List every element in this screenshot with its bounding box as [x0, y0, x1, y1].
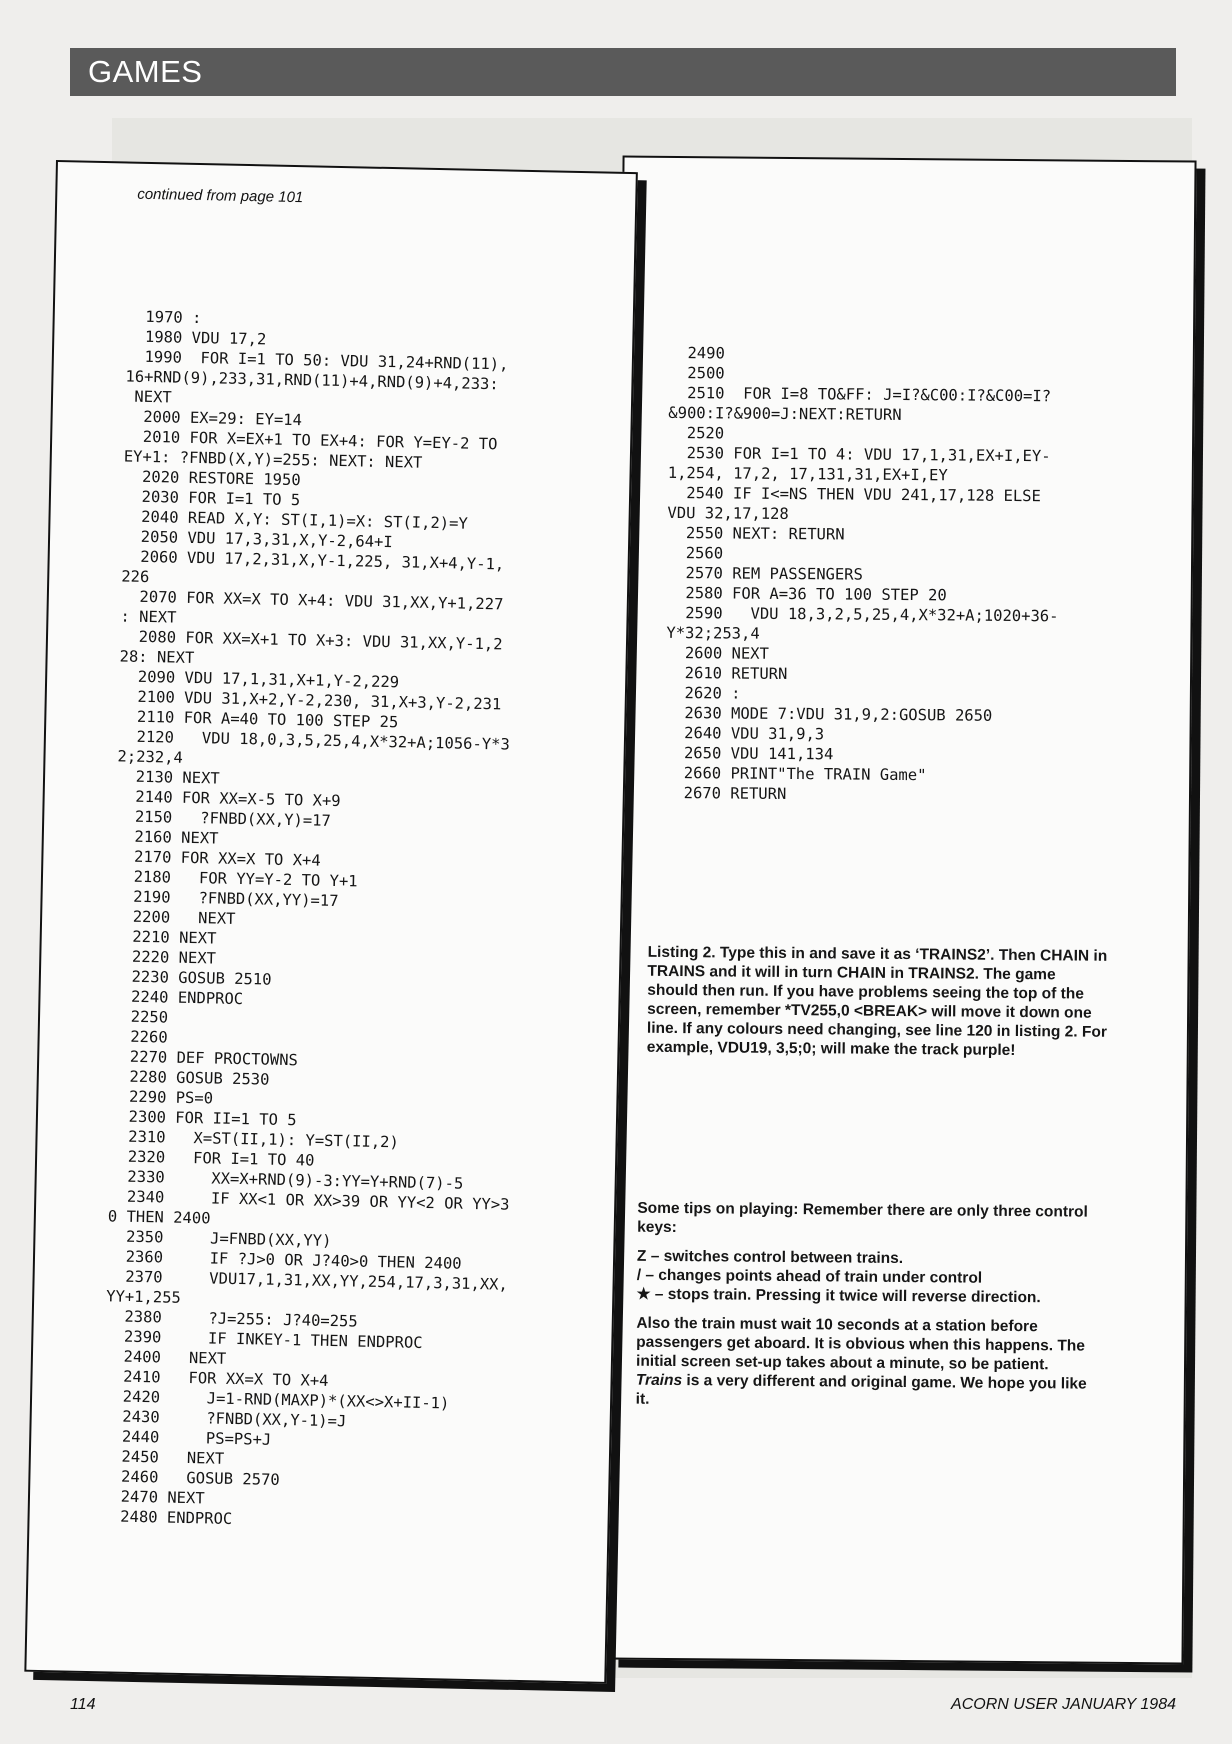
tip-key-z: Z – switches control between trains. [636, 1247, 904, 1268]
tips-outro-part1: Also the train must wait 10 seconds at a station before passengers get aboard. It is obvious when this happens. The initial screen set-up takes about a minute, so be patient. [635, 1314, 1086, 1374]
listing-caption: Listing 2. Type this in and save it as ‘TRAINS2’. Then CHAIN in TRAINS and it will in turn CHAIN in TRAINS2. The game should then run. If you have problems seeing the top of the screen, remember *TV255,0 <BREAK> will move it down one line. If any colours need changing, see line 120 in listing 2. For example, VDU19, 3,5;0; will make the track purple! [646, 943, 1108, 1059]
listing-panel-right [609, 156, 1196, 1665]
section-header-bar [70, 48, 1176, 96]
section-title: GAMES [88, 54, 203, 89]
tips-game-name: Trains [635, 1371, 683, 1390]
tip-key-star: ★ – stops train. Pressing it twice will reverse direction. [636, 1285, 1041, 1307]
tips-outro-part2: is a very different and original game. We hope you like it. [635, 1372, 1087, 1408]
code-listing-left: 1970 : 1980 VDU 17,2 1990 FOR I=1 TO 50: VDU 31,24+RND(11), 16+RND(9),233,31,RND(11)+4,RND(9)+4,233: NEXT 2000 EX=29: EY=14 2010 FOR X=EX+1 TO EX+4: FOR Y=EY-2 TO EY+1: ?FNBD(X,Y)=255: NEXT: NEXT 2020 RESTORE 1950 2030 FOR I=1 TO 5 2040 READ X,Y: ST(I,1)=X: ST(I,2)=Y 2050 VDU 17,3,31,X,Y-2,64+I 2060 VDU 17,2,31,X,Y-1,225, 31,X+4,Y-1, 226 2070 FOR XX=X TO X+4: VDU 31,XX,Y+1,227 : NEXT 2080 FOR XX=X+1 TO X+3: VDU 31,XX,Y-1,2 28: NEXT 2090 VDU 17,1,31,X+1,Y-2,229 2100 VDU 31,X+2,Y-2,230, 31,X+3,Y-2,231 2110 FOR A=40 TO 100 STEP 25 2120 VDU 18,0,3,5,25,4,X*32+A;1056-Y*3 2;232,4 2130 NEXT 2140 FOR XX=X-5 TO X+9 2150 ?FNBD(XX,Y)=17 2160 NEXT 2170 FOR XX=X TO X+4 2180 FOR YY=Y-2 TO Y+1 2190 ?FNBD(XX,YY)=17 2200 NEXT 2210 NEXT 2220 NEXT 2230 GOSUB 2510 2240 ENDPROC 2250 2260 2270 DEF PROCTOWNS 2280 GOSUB 2530 2290 PS=0 2300 FOR II=1 TO 5 2310 X=ST(II,1): Y=ST(II,2) 2320 FOR I=1 TO 40 2330 XX=X+RND(9)-3:YY=Y+RND(7)-5 2340 IF XX<1 OR XX>39 OR YY<2 OR YY>3 0 THEN 2400 2350 J=FNBD(XX,YY) 2360 IF ?J>0 OR J?40>0 THEN 2400 2370 VDU17,1,31,XX,YY,254,17,3,31,XX, YY+1,255 2380 ?J=255: J?40=255 2390 IF INKEY-1 THEN ENDPROC 2400 NEXT 2410 FOR XX=X TO X+4 2420 J=1-RND(MAXP)*(XX<>X+II-1) 2430 ?FNBD(XX,Y-1)=J 2440 PS=PS+J 2450 NEXT 2460 GOSUB 2570 2470 NEXT 2480 ENDPROC [101, 307, 510, 1528]
magazine-issue: ACORN USER JANUARY 1984 [951, 1696, 1176, 1713]
tips-keys [637, 1247, 1097, 1308]
listing-panel-left [24, 160, 638, 1684]
page-number: 114 [70, 1696, 96, 1713]
playing-tips [636, 1199, 1098, 1423]
tips-outro [636, 1314, 1097, 1413]
tip-key-slash: / – changes points ahead of train under control [636, 1266, 983, 1287]
code-listing-right: 2490 2500 2510 FOR I=8 TO&FF: J=I?&C00:I?&C00=I? &900:I?&900=J:NEXT:RETURN 2520 2530 FOR I=1 TO 4: VDU 17,1,31,EX+I,EY- 1,254, 17,2, 17,131,31,EX+I,EY 2540 IF I<=NS THEN VDU 241,17,128 ELSE VDU 32,17,128 2550 NEXT: RETURN 2560 2570 REM PASSENGERS 2580 FOR A=36 TO 100 STEP 20 2590 VDU 18,3,2,5,25,4,X*32+A;1020+36- Y*32;253,4 2600 NEXT 2610 RETURN 2620 : 2630 MODE 7:VDU 31,9,2:GOSUB 2650 2640 VDU 31,9,3 2650 VDU 141,134 2660 PRINT"The TRAIN Game" 2670 RETURN [664, 343, 1059, 803]
continued-note: continued from page 101 [137, 185, 304, 207]
tips-intro: Some tips on playing: Remember there are only three control keys: [637, 1199, 1088, 1237]
